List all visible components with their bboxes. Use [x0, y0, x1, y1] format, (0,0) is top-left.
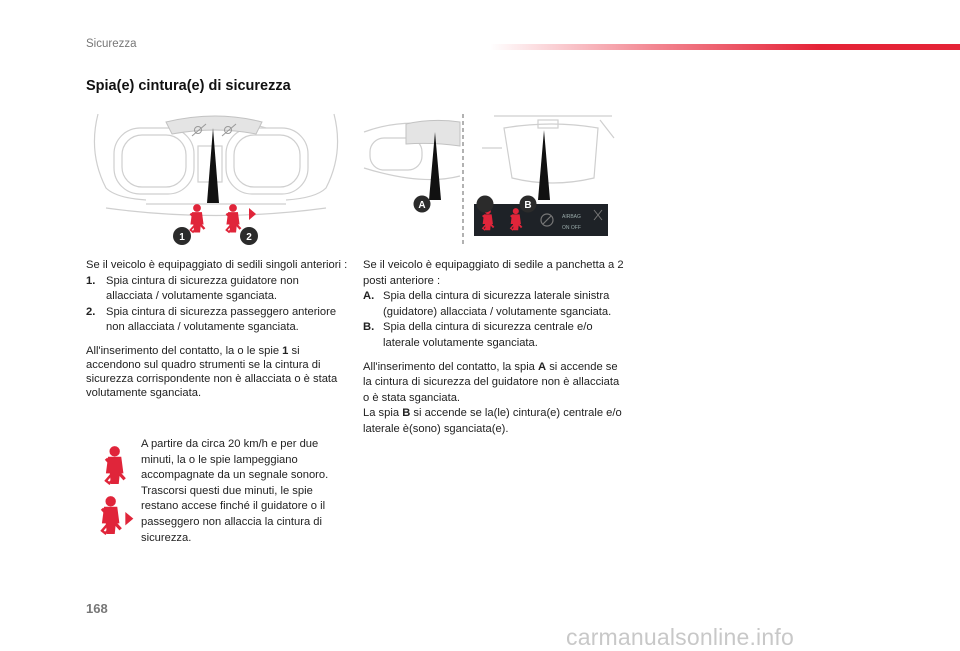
right-item-b [363, 320, 625, 351]
left-item-2 [86, 305, 348, 336]
right-item-a-key: A. [363, 290, 375, 303]
left-item-1 [86, 274, 348, 305]
header-accent-line [490, 44, 960, 50]
left-item-1-key: 1. [86, 274, 96, 287]
left-intro: Se il veicolo è equipaggiato di sedili singoli anteriori : [86, 259, 348, 271]
badge-b-tail-icon [477, 196, 494, 213]
seatbelt-passenger-warning-icon [96, 496, 136, 536]
left-item-2-text: Spia cintura di sicurezza passeggero anteriore non allacciata / volutamente sganciata. [106, 305, 337, 334]
right-item-a-text: Spia della cintura di sicurezza laterale sinistra (guidatore) allacciata / volutamente sganciata. [383, 290, 612, 318]
right-paragraph-1: All'inserimento del contatto, la spia A si accende se la cintura di sicurezza del guidatore non è allacciata o è stata sganciata. [363, 360, 620, 404]
page-number: 168 [86, 601, 108, 616]
watermark: carmanualsonline.info [566, 624, 794, 650]
right-item-b-key: B. [363, 321, 375, 334]
airbag-panel-label: AIRBAG [562, 214, 581, 220]
right-item-a [363, 289, 625, 320]
badge-a-label: A [418, 200, 426, 211]
dashboard-single-seats-illustration [86, 108, 346, 248]
page-title: Spia(e) cintura(e) di sicurezza [86, 78, 291, 94]
right-item-b-text: Spia della cintura di sicurezza centrale e/o laterale volutamente sganciata. [383, 321, 593, 349]
seatbelt-warning-icon [96, 446, 136, 486]
badge-b-label: B [524, 200, 532, 211]
airbag-onoff-label: ON OFF [562, 225, 581, 231]
right-paragraph-2: La spia B si accende se la(le) cintura(e) centrale e/o laterale è(sono) sganciata(e). [363, 407, 622, 435]
right-intro: Se il veicolo è equipaggiato di sedile a panchetta a 2 posti anteriore : [363, 259, 624, 287]
left-item-1-text: Spia cintura di sicurezza guidatore non allacciata / volutamente sganciata. [106, 274, 299, 303]
section-title: Sicurezza [86, 38, 137, 50]
left-column [86, 258, 348, 400]
flashing-note: A partire da circa 20 km/h e per due minuti, la o le spie lampeggiano accompagnate da un segnale sonoro. Trascorsi questi due minuti, le spie restano accese finché il guidatore o il passeggero non allaccia la cintura di sicurezza. [141, 438, 329, 544]
badge-1-label: 1 [179, 232, 185, 243]
right-column [363, 258, 625, 438]
dashboard-bench-seat-illustration [362, 108, 620, 248]
left-item-2-key: 2. [86, 305, 96, 318]
left-paragraph: All'inserimento del contatto, la o le spie 1 si accendono sul quadro strumenti se la cintura di sicurezza corrispondente non è allacciata o è stata volutamente sganciata. [86, 344, 338, 399]
badge-2-label: 2 [246, 232, 252, 243]
